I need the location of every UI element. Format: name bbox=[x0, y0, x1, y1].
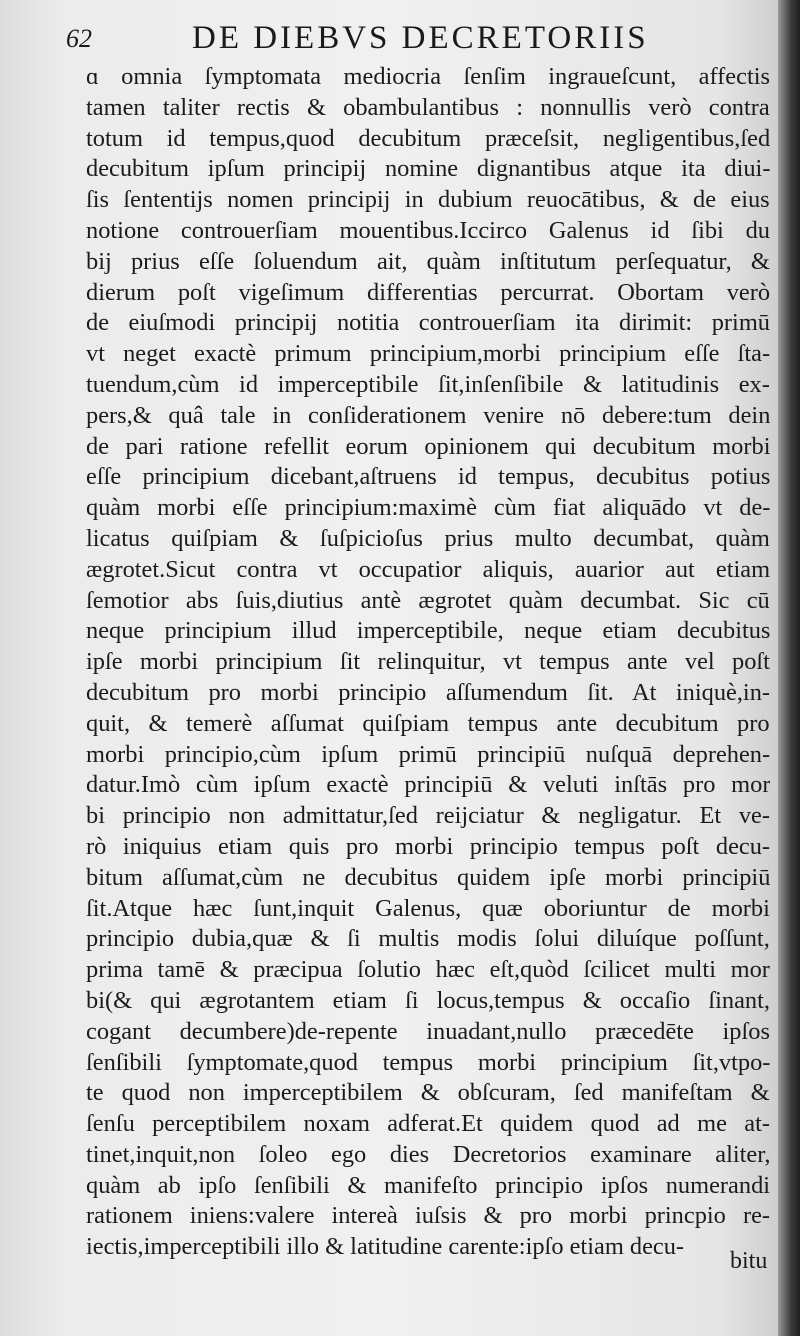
page-number: 62 bbox=[66, 24, 92, 53]
text-line: ɑ omnia ſymptomata mediocria ſenſim ingraueſcunt, affectis bbox=[86, 63, 770, 90]
text-line: notione controuerſiam mouentibus.Iccirco Galenus id ſibi du bbox=[86, 216, 770, 244]
text-line: cogant decumbere)de-repente inuadant,nullo præcedēte ipſos bbox=[86, 1017, 770, 1045]
text-line: de pari ratione refellit eorum opinionem qui decubitum morbi bbox=[86, 432, 770, 460]
text-line: ægrotet.Sicut contra vt occupatior aliquis, auarior aut etiam bbox=[86, 555, 770, 583]
text-line: pers,& quâ tale in conſiderationem venire nō debere:tum dein bbox=[86, 401, 770, 429]
text-line: tamen taliter rectis & obambulantibus : nonnullis verò contra bbox=[86, 93, 770, 121]
text-line: quit, & temerè aſſumat quiſpiam tempus ante decubitum pro bbox=[86, 709, 770, 737]
text-line: morbi principio,cùm ipſum primū principiū nuſquā deprehen- bbox=[86, 740, 770, 768]
text-line: totum id tempus,quod decubitum præceſsit, negligentibus,ſed bbox=[86, 124, 770, 152]
text-line: decubitum ipſum principij nomine dignantibus atque ita diui- bbox=[86, 155, 770, 183]
body-text bbox=[86, 62, 770, 1263]
text-line: dierum poſt vigeſimum differentias percurrat. Obortam verò bbox=[86, 278, 770, 306]
text-line: ſis ſententijs nomen principij in dubium reuocātibus, & de eius bbox=[86, 186, 770, 214]
text-line: ſenſu perceptibilem noxam adferat.Et quidem quod ad me at- bbox=[86, 1110, 770, 1138]
text-line: quàm morbi eſſe principium:maximè cùm fiat aliquādo vt de- bbox=[86, 494, 770, 522]
text-line: decubitum pro morbi principio aſſumendum ſit. At iniquè,in- bbox=[86, 678, 770, 706]
text-line: ſemotior abs ſuis,diutius antè ægrotet quàm decumbat. Sic cū bbox=[86, 586, 770, 614]
text-line: ipſe morbi principium ſit relinquitur, vt tempus ante vel poſt bbox=[86, 648, 770, 676]
text-line: bi(& qui ægrotantem etiam ſi locus,tempus & occaſio ſinant, bbox=[86, 986, 770, 1014]
text-line: bi principio non admittatur,ſed reijciatur & negligatur. Et ve- bbox=[86, 802, 770, 830]
text-line: tuendum,cùm id imperceptibile ſit,inſenſibile & latitudinis ex- bbox=[86, 370, 770, 398]
text-line: te quod non imperceptibilem & obſcuram, ſed manifeſtam & bbox=[86, 1079, 770, 1107]
text-line: bij prius eſſe ſoluendum ait, quàm inſtitutum perſequatur, & bbox=[86, 247, 770, 275]
text-line: eſſe principium dicebant,aſtruens id tempus, decubitus potius bbox=[86, 463, 770, 491]
text-line: bitum aſſumat,cùm ne decubitus quidem ipſe morbi principiū bbox=[86, 863, 770, 891]
text-line: principio dubia,quæ & ſi multis modis ſolui diluíque poſſunt, bbox=[86, 925, 770, 953]
text-line: datur.Imò cùm ipſum exactè principiū & veluti inſtās pro mor bbox=[86, 771, 770, 799]
text-line: de eiuſmodi principij notitia controuerſiam ita dirimit: primū bbox=[86, 309, 770, 337]
text-line: tinet,inquit,non ſoleo ego dies Decretorios examinare aliter, bbox=[86, 1140, 770, 1168]
page-header bbox=[66, 14, 724, 60]
text-line: ſenſibili ſymptomate,quod tempus morbi principium ſit,vtpo- bbox=[86, 1048, 770, 1076]
catchword: bitu bbox=[730, 1248, 768, 1274]
text-line: ſit.Atque hæc ſunt,inquit Galenus, quæ oboriuntur de morbi bbox=[86, 894, 770, 922]
text-line: rò iniquius etiam quis pro morbi principio tempus poſt decu- bbox=[86, 832, 770, 860]
text-line: prima tamē & præcipua ſolutio hæc eſt,quòd ſcilicet multi mor bbox=[86, 956, 770, 984]
text-line: iectis,imperceptibili illo & latitudine carente:ipſo etiam decu- bbox=[86, 1233, 685, 1261]
text-line: quàm ab ipſo ſenſibili & manifeſto principio ipſos numerandi bbox=[86, 1171, 770, 1199]
text-line: vt neget exactè primum principium,morbi principium eſſe ſta- bbox=[86, 340, 770, 368]
running-title: DE DIEBVS DECRETORIIS bbox=[192, 20, 649, 56]
text-line: rationem iniens:valere intereà iuſsis & pro morbi princpio re- bbox=[86, 1202, 770, 1230]
page-edge-shadow bbox=[778, 0, 800, 1336]
text-line: neque principium illud imperceptibile, neque etiam decubitus bbox=[86, 617, 770, 645]
text-line: licatus quiſpiam & ſuſpicioſus prius multo decumbat, quàm bbox=[86, 524, 770, 552]
